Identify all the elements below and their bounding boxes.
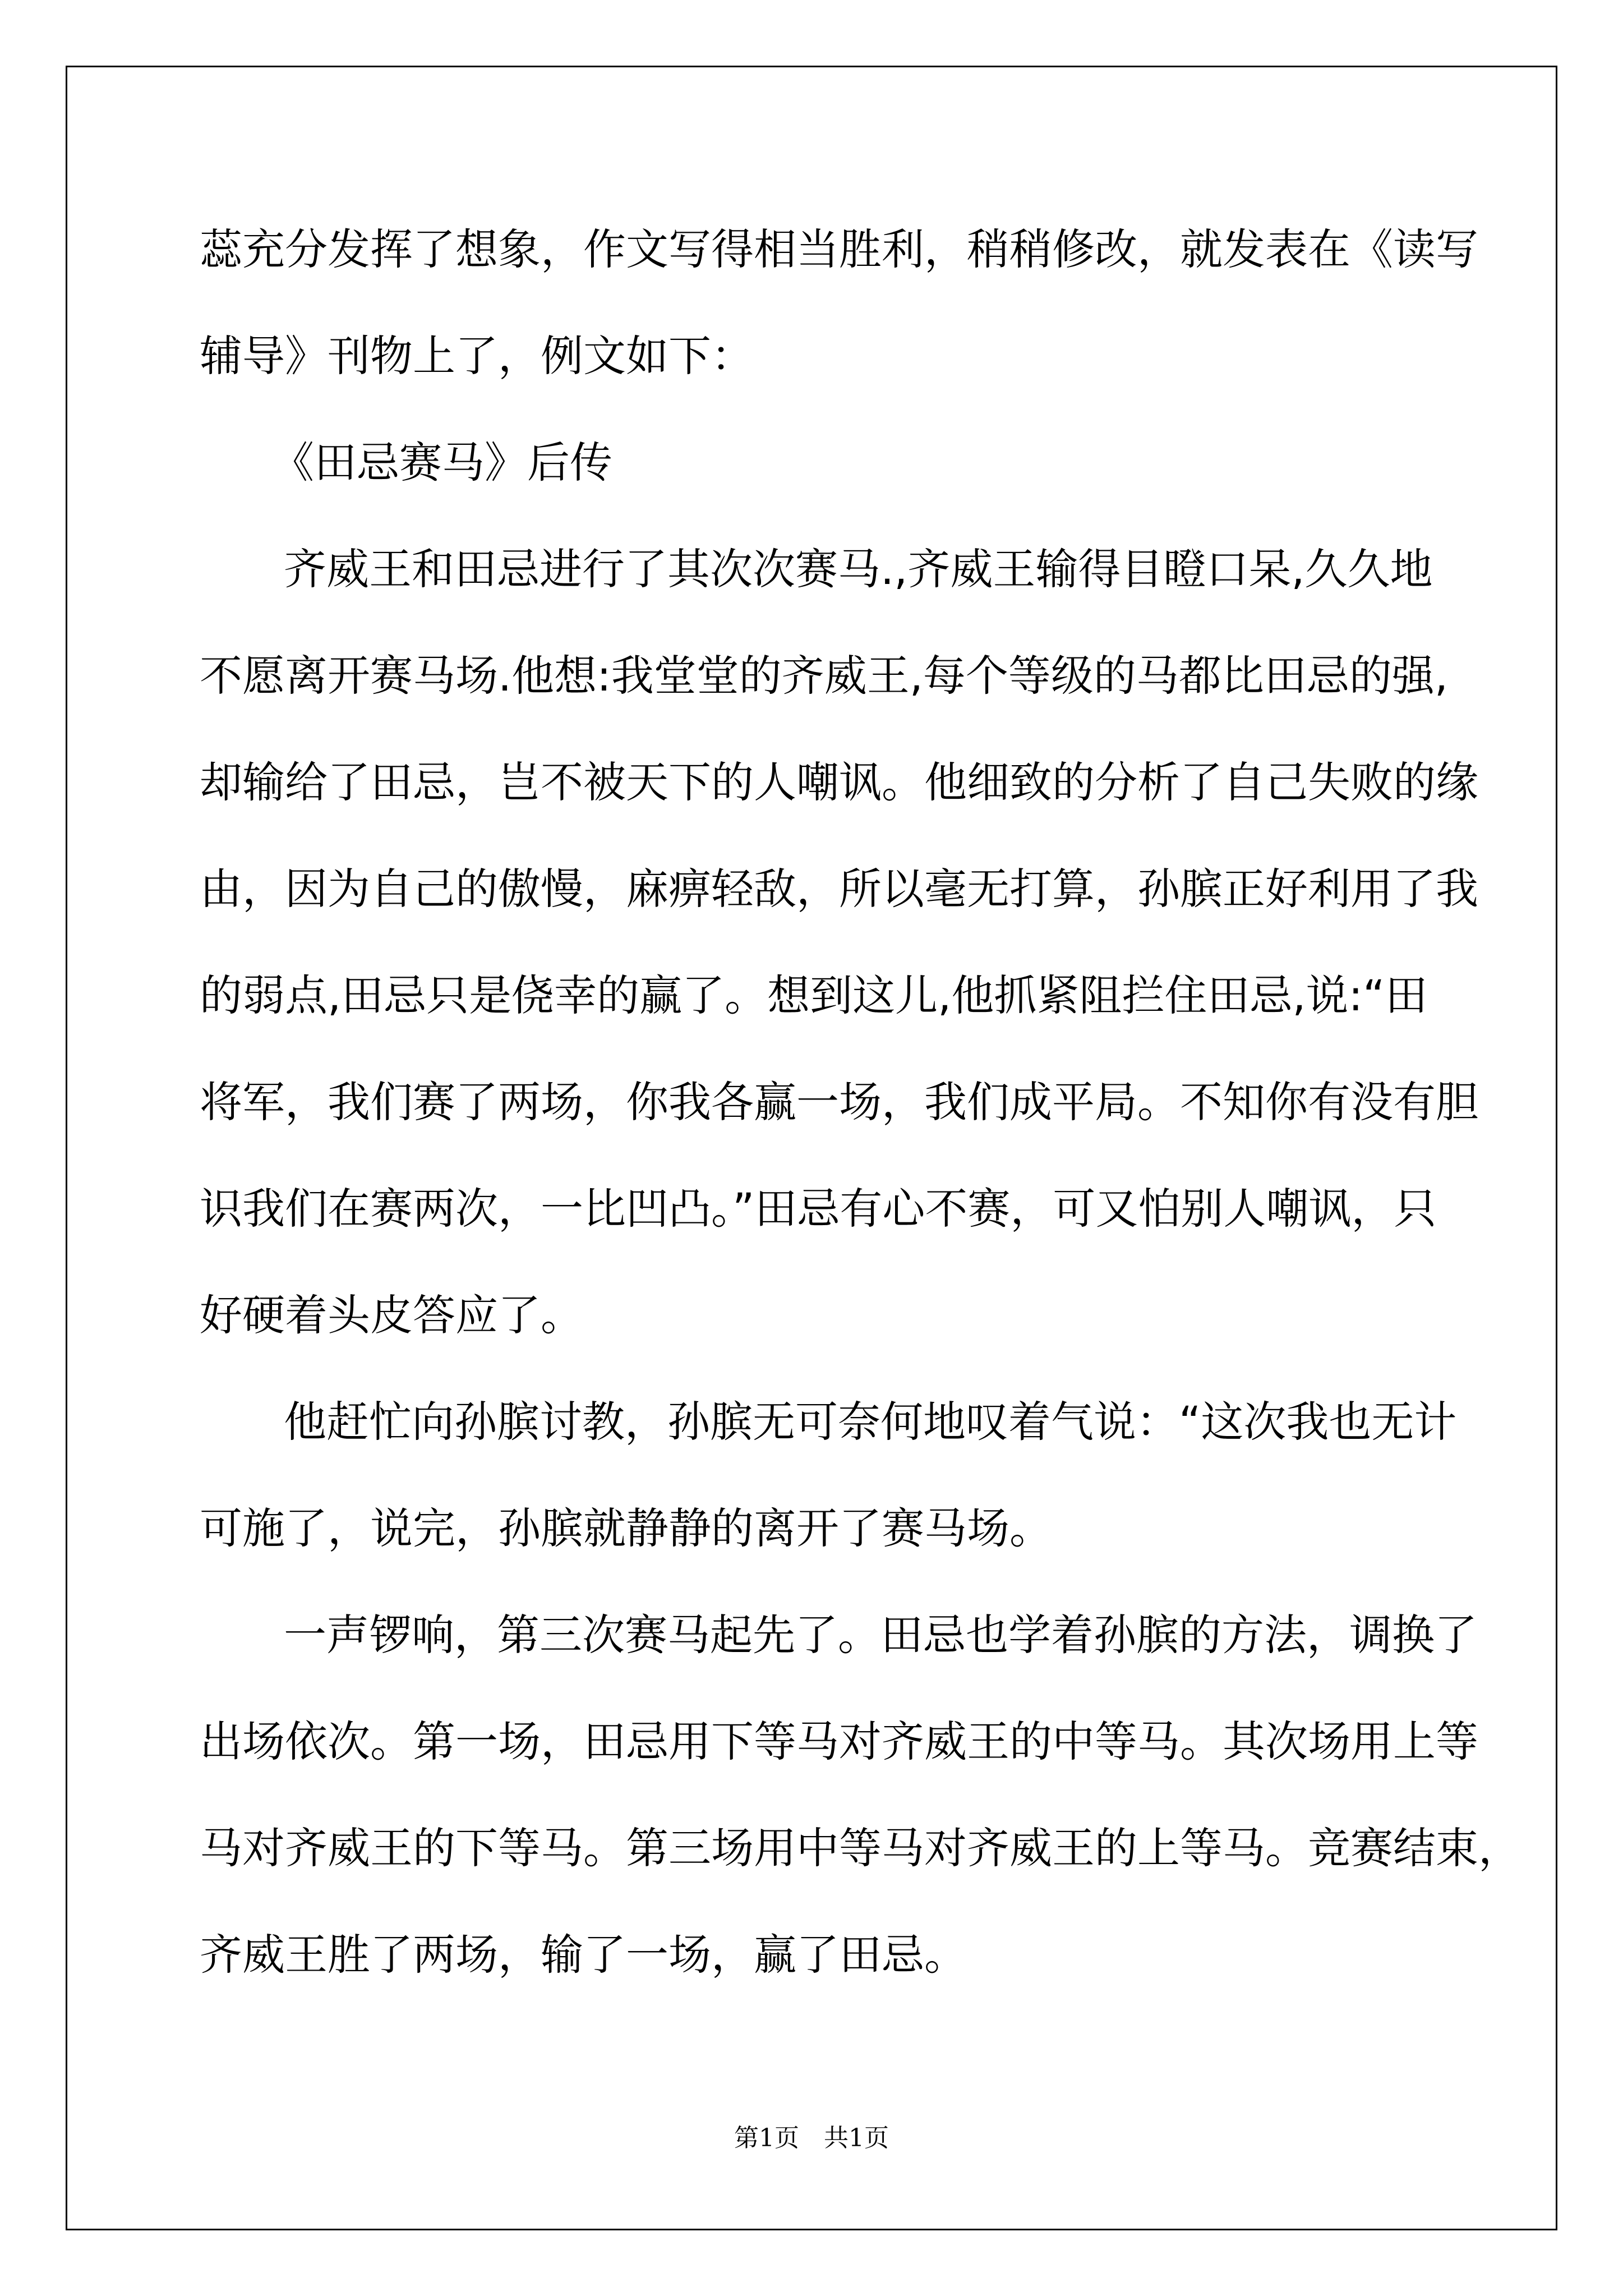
text-line: 蕊充分发挥了想象，作文写得相当胜利，稍稍修改，就发表在《读写 — [200, 224, 1478, 274]
page-number: 第1页 共1页 — [734, 2124, 889, 2152]
text-line: 不愿离开赛马场.他想:我堂堂的齐威王,每个等级的马都比田忌的强, — [200, 651, 1449, 701]
section-title: 《田忌赛马》后传 — [271, 438, 612, 487]
text-line: 马对齐威王的下等马。第三场用中等马对齐威王的上等马。竞赛结束， — [200, 1823, 1521, 1873]
text-line: 可施了，说完，孙膑就静静的离开了赛马场。 — [200, 1503, 1052, 1553]
page-border — [66, 66, 1557, 2230]
text-line: 的弱点,田忌只是侥幸的赢了。想到这儿,他抓紧阻拦住田忌,说:“田 — [200, 970, 1428, 1020]
text-line: 他赶忙向孙膑讨教，孙膑无可奈何地叹着气说：“这次我也无计 — [284, 1397, 1457, 1447]
text-line: 由，因为自己的傲慢，麻痹轻敌，所以毫无打算，孙膑正好利用了我 — [200, 864, 1478, 914]
text-line: 将军，我们赛了两场，你我各赢一场，我们成平局。不知你有没有胆 — [200, 1077, 1478, 1127]
text-line: 好硬着头皮答应了。 — [200, 1290, 583, 1340]
text-line: 齐威王胜了两场，输了一场，赢了田忌。 — [200, 1930, 967, 1980]
text-line: 识我们在赛两次，一比凹凸。”田忌有心不赛，可又怕别人嘲讽，只 — [200, 1184, 1437, 1234]
text-line: 却输给了田忌，岂不被天下的人嘲讽。他细致的分析了自己失败的缘 — [200, 757, 1478, 807]
text-line: 一声锣响，第三次赛马起先了。田忌也学着孙膑的方法，调换了 — [284, 1610, 1477, 1660]
text-line: 出场依次。第一场，田忌用下等马对齐威王的中等马。其次场用上等 — [200, 1717, 1478, 1766]
text-line: 辅导》刊物上了，例文如下： — [200, 331, 754, 381]
text-line: 齐威王和田忌进行了其次次赛马.,齐威王输得目瞪口呆,久久地 — [284, 544, 1433, 594]
